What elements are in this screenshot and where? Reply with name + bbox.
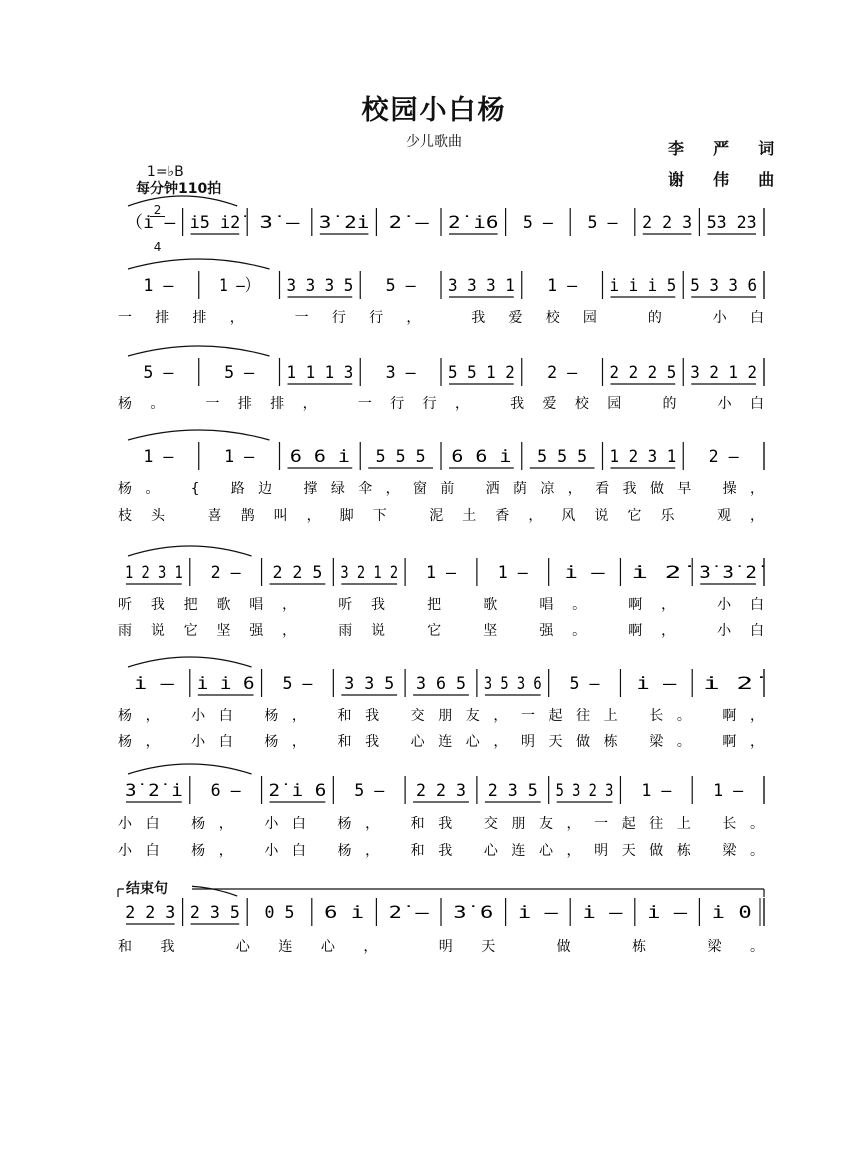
measure-notes: i̇ i̇ i̇ 5 — [609, 276, 677, 296]
measure-notes: 5 5 5 — [375, 447, 426, 467]
measure-notes: i̇ – — [517, 903, 559, 923]
measure-notes: （i̇ – — [125, 213, 177, 233]
measure-notes: i̇ 2̇ — [631, 563, 692, 583]
song-subtitle: 少儿歌曲 — [406, 134, 462, 150]
score-system — [118, 764, 764, 859]
tie-arc — [128, 546, 252, 556]
measure-notes: 2 – — [547, 363, 578, 383]
measure-notes: 3̇ 2̇i̇ — [318, 213, 370, 233]
lyric-line: 枝头 喜鹊叫，脚下 泥土香，风说它乐 观， — [118, 508, 765, 524]
lyric-line: 雨说它坚强， 雨说 它 坚 强。 啊， 小白 — [118, 623, 764, 639]
measure-notes: i̇ – — [133, 674, 175, 694]
measure-notes: 2 2 3 — [416, 781, 466, 801]
measure-notes: 2 3 5 — [189, 903, 240, 923]
tie-arc — [128, 346, 270, 356]
measure-notes: i̇ – — [636, 674, 678, 694]
tie-arc — [128, 657, 252, 667]
composer-credit: 谢 伟 曲 — [668, 170, 781, 189]
measure-notes: i̇ 0 — [711, 903, 752, 923]
measure-notes: 2̇ – — [388, 903, 430, 923]
tie-arc — [128, 430, 270, 440]
measure-notes: 5 3 3 6 — [690, 276, 757, 296]
tempo-marking: 每分钟110拍 — [136, 181, 222, 197]
score-system — [118, 259, 764, 326]
measure-notes: 5 – — [354, 781, 385, 801]
measure-notes: 1 1 1 3 — [286, 363, 354, 383]
measure-notes: 5 5 1 2 — [448, 363, 515, 383]
lyric-line: 杨， 小白 杨， 和我 心连心，明天做栋 梁。 啊， — [118, 734, 764, 750]
lyric-line: 听我把歌唱， 听我 把 歌 唱。 啊， 小白 — [118, 597, 764, 613]
measure-notes: 1 – — [143, 276, 175, 296]
measure-notes: 53 23 — [706, 213, 757, 233]
measure-notes: 3 – — [385, 363, 417, 383]
measure-notes: 6 6 i̇ — [451, 447, 512, 467]
measure-notes: 1 – — [641, 781, 673, 801]
measure-notes: 1 – — [143, 447, 175, 467]
time-signature-bottom: 4 — [153, 240, 162, 254]
measure-notes: 5 5 5 — [537, 447, 588, 467]
measure-notes: 2̇ i̇ 6 — [268, 781, 327, 801]
lyric-line: 杨， 小白 杨， 和我 交朋友，一起往上 长。 啊， — [118, 708, 764, 724]
measure-notes: 2 2 3 — [125, 903, 176, 923]
time-signature-top: 2 — [150, 204, 165, 217]
measure-notes: 2 2 5 — [272, 563, 323, 583]
measure-notes: 1 – — [224, 447, 255, 467]
measure-notes: 3 3 3 1 — [448, 276, 515, 296]
measure-notes: 2̇ – — [388, 213, 430, 233]
measure-notes: 3 2 1 2 — [690, 363, 757, 383]
measure-notes: 3 2 1 2 — [340, 563, 399, 583]
tie-arc — [128, 259, 270, 269]
measure-notes: 3 5 3 6 — [483, 674, 542, 694]
measure-notes: 2 2 3 — [642, 213, 693, 233]
measure-notes: i̇ – — [647, 903, 689, 923]
measure-notes: 3 6 5 — [416, 674, 466, 694]
measure-notes: 3̇ 3̇ 2̇ — [699, 563, 764, 583]
measure-notes: 5 – — [587, 213, 619, 233]
measure-notes: 2 – — [708, 447, 740, 467]
measure-notes: i̇ 2̇ — [703, 674, 763, 694]
measure-notes: 1 –） — [219, 276, 260, 296]
score-system — [118, 546, 764, 639]
lyric-line: 小白 杨， 小白 杨， 和我 交朋友，一起往上 长。 — [118, 816, 764, 832]
measure-notes: 6 6 i̇ — [289, 447, 350, 467]
key-label: 1=♭B — [146, 164, 184, 180]
measure-notes: 5 – — [569, 674, 601, 694]
measure-notes: 3̇ 6 — [453, 903, 494, 923]
score-system — [118, 657, 764, 750]
lyric-line: 杨。 { 路边 撑绿伞，窗前 洒荫凉，看我做早 操， — [118, 481, 764, 497]
lyric-line: 小白 杨， 小白 杨， 和我 心连心，明天做栋 梁。 — [118, 843, 764, 859]
measure-notes: 5 – — [385, 276, 417, 296]
lyric-line: 一排排， 一行行， 我爱校园 的 小白 — [118, 310, 764, 326]
tie-arc — [128, 764, 252, 774]
measure-notes: i̇ – — [582, 903, 624, 923]
measure-notes: 2̇ i̇6 — [448, 213, 499, 233]
measure-notes: 1 – — [497, 563, 529, 583]
measure-notes: 2 – — [210, 563, 242, 583]
measure-notes: 1 – — [713, 781, 744, 801]
score-system — [125, 196, 764, 236]
measure-notes: i̇ – — [564, 563, 606, 583]
measure-notes: 2 3 5 — [487, 781, 538, 801]
measure-notes: 0 5 — [264, 903, 295, 923]
measure-notes: 3̇ – — [259, 213, 301, 233]
measure-notes: 5 – — [522, 213, 554, 233]
measure-notes: 3̇ 2̇ i̇ — [125, 781, 183, 801]
measure-notes: 2 2 2 5 — [609, 363, 677, 383]
measure-notes: i̇ i̇ 6 — [196, 674, 255, 694]
tie-arc — [128, 196, 237, 206]
measure-notes: 5 – — [224, 363, 255, 383]
score-system — [118, 346, 764, 412]
lyric-line: 杨。 一排排， 一行行， 我爱校园 的 小白 — [118, 396, 765, 412]
measure-notes: 1 2 3 1 — [609, 447, 677, 467]
measure-notes: 6 i̇ — [324, 903, 365, 923]
measure-notes: 1 – — [426, 563, 457, 583]
measure-notes: 5 3 2 3 — [555, 781, 614, 801]
score-system — [118, 886, 764, 955]
measure-notes: 3 3 5 — [344, 674, 395, 694]
measure-notes: i̇5 i̇2̇ — [189, 213, 247, 233]
measure-notes: 6 – — [210, 781, 242, 801]
song-title: 校园小白杨 — [361, 95, 507, 126]
measure-notes: 5 – — [143, 363, 175, 383]
measure-notes: 5 – — [282, 674, 314, 694]
measure-notes: 1 – — [547, 276, 578, 296]
measure-notes: 1 2 3 1 — [125, 563, 183, 583]
lyric-line: 和我 心连心， 明天 做 栋 梁。 — [118, 939, 764, 955]
lyricist-credit: 李 严 词 — [668, 139, 781, 158]
measure-notes: 3 3 3 5 — [286, 276, 354, 296]
score-system — [118, 430, 764, 524]
ending-label: 结束句 — [126, 881, 168, 897]
